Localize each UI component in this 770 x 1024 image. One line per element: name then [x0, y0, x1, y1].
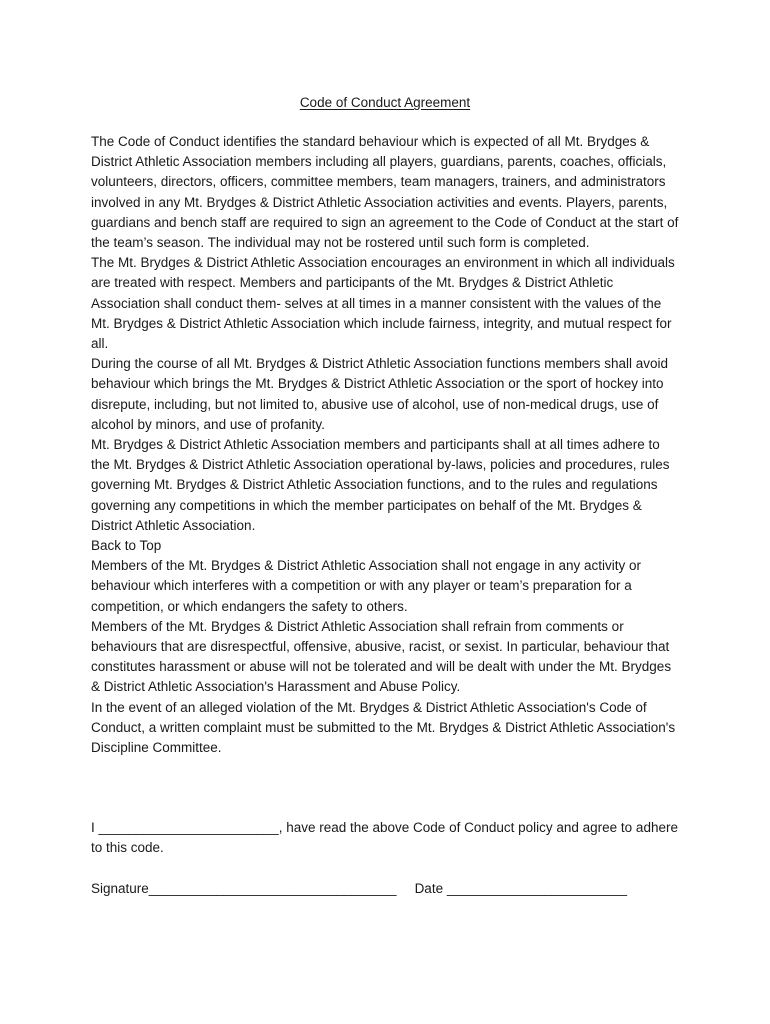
paragraph-respect: The Mt. Brydges & District Athletic Association encourages an environment in which all individuals are treated with respect. Members and participants of the Mt. Brydges & District Athletic Association shall conduct them- selves at all times in a manner consistent with the values of the Mt. Brydges & District Athletic Association which include fairness, integrity, and mutual respect for all. — [91, 255, 675, 352]
acknowledgement-block — [91, 818, 681, 858]
document-body — [91, 132, 681, 758]
acknowledgement-text: I ________________________, have read the above Code of Conduct policy and agree to adhere to this code. — [91, 820, 678, 856]
paragraph-harassment: Members of the Mt. Brydges & District Athletic Association shall refrain from comments or behaviours that are disrespectful, offensive, abusive, racist, or sexist. In particular, behaviour that constitutes harassment or abuse will not be tolerated and will be dealt with under the Mt. Brydges & District Athletic Association's Harassment and Abuse Policy. — [91, 618, 672, 695]
paragraph-disrepute: During the course of all Mt. Brydges & District Athletic Association functions members shall avoid behaviour which brings the Mt. Brydges & District Athletic Association or the sport of hockey into disrepute, including, but not limited to, abusive use of alcohol, use of non-medical drugs, use of alcohol by minors, and use of profanity. — [91, 356, 668, 432]
paragraph-interference: Members of the Mt. Brydges & District Athletic Association shall not engage in any activity or behaviour which interferes with a competition or with any player or team’s preparation for a competition, or which endangers the safety to others. — [91, 558, 641, 614]
signature-row — [91, 879, 691, 899]
document-title: Code of Conduct Agreement — [299, 95, 471, 110]
back-to-top-text: Back to Top — [91, 538, 162, 554]
paragraph-intro: The Code of Conduct identifies the standard behaviour which is expected of all Mt. Brydges & District Athletic Association members including all players, guardians, parents, coaches, officials, volunteers, directors, officers, committee members, team managers, trainers, and administrators involved in any Mt. Brydges & District Athletic Association activities and events. Players, parents, guardians and bench staff are required to sign an agreement to the Code of Conduct at the start of the team’s season. The individual may not be rostered until such form is completed. — [91, 134, 679, 251]
paragraph-violation: In the event of an alleged violation of the Mt. Brydges & District Athletic Association's Code of Conduct, a written complaint must be submitted to the Mt. Brydges & District Athletic Association's Discipline Committee. — [91, 699, 676, 756]
date-line: Date ________________________ — [414, 881, 628, 896]
signature-line: Signature_________________________________ — [91, 881, 397, 896]
paragraph-bylaws: Mt. Brydges & District Athletic Association members and participants shall at all times adhere to the Mt. Brydges & District Athletic Association operational by-laws, policies and procedures, rules governing Mt. Brydges & District Athletic Association functions, and to the rules and regulations governing any competitions in which the member participates on behalf of the Mt. Brydges & District Athletic Association. — [91, 437, 670, 533]
